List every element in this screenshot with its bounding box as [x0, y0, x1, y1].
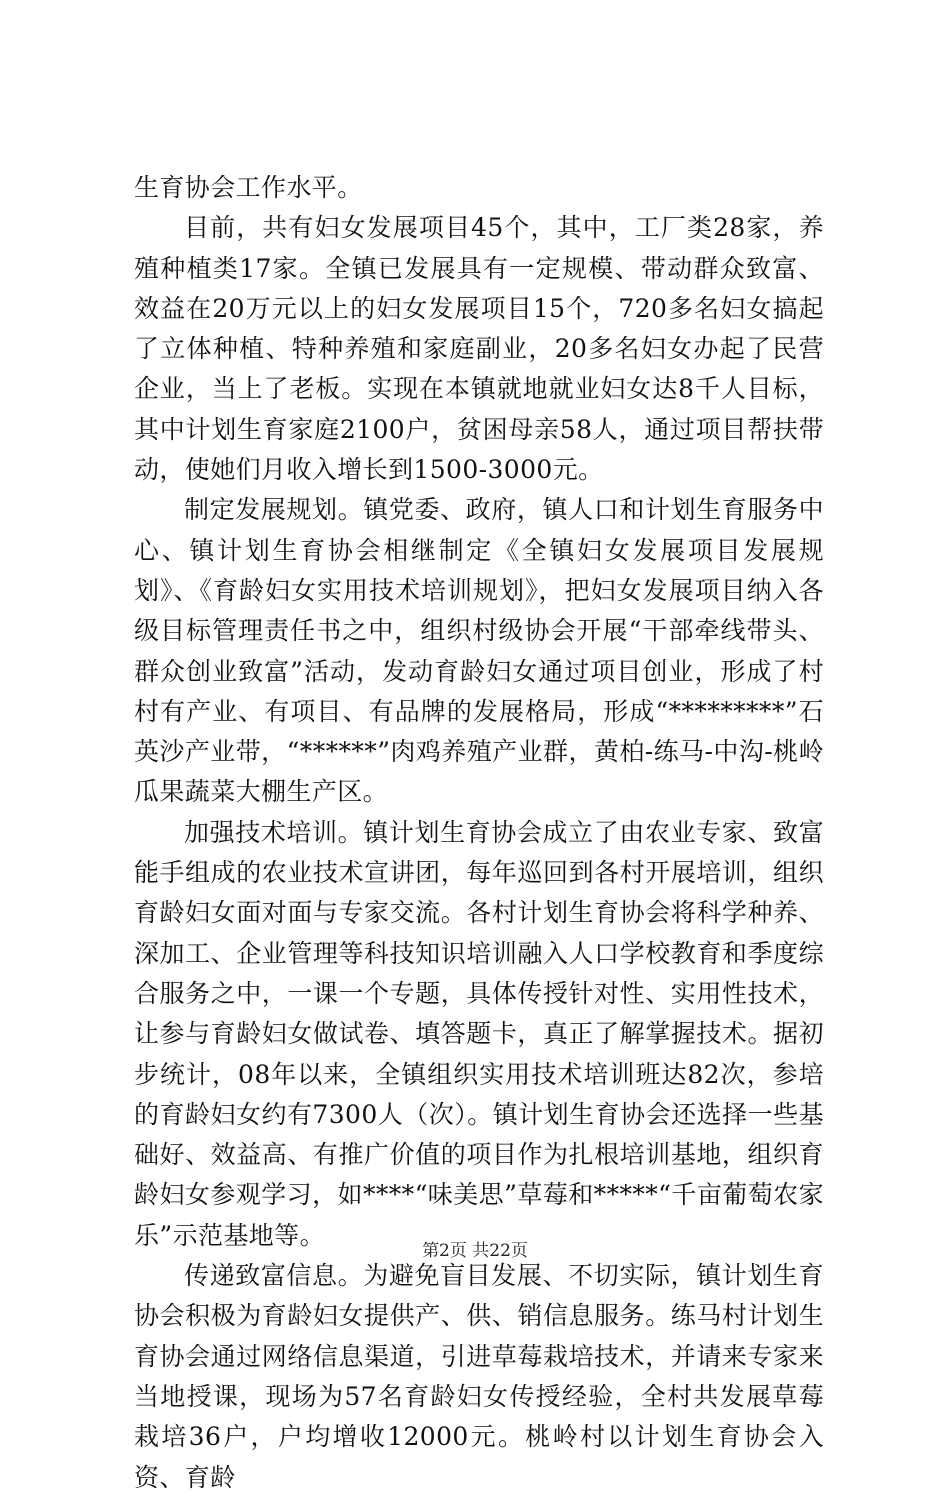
paragraph-project-overview: 目前，共有妇女发展项目45个，其中，工厂类28家，养殖种植类17家。全镇已发展具有一定规模、带动群众致富、效益在20万元以上的妇女发展项目15个，720多名妇女搞起了立体种植、特种养殖和家庭副业，20多名妇女办起了民营企业，当上了老板。实现在本镇就地就业妇女达8千人目标，其中计划生育家庭2100户，贫困母亲58人，通过项目帮扶带动，使她们月收入增长到1500-3000元。: [134, 213, 824, 485]
page-footer: 第2页 共22页: [422, 1241, 528, 1261]
paragraph-wealth-information: 传递致富信息。为避免盲目发展、不切实际，镇计划生育协会积极为育龄妇女提供产、供、销信息服务。练马村计划生育协会通过网络信息渠道，引进草莓栽培技术，并请来专家来当地授课，现场为57名育龄妇女传授经验，全村共发展草莓栽培36户，户均增收12000元。桃岭村以计划生育协会入资、育龄: [134, 1261, 824, 1492]
paragraph-development-plan: 制定发展规划。镇党委、政府，镇人口和计划生育服务中心、镇计划生育协会相继制定《全镇妇女发展项目发展规划》、《育龄妇女实用技术培训规划》，把妇女发展项目纳入各级目标管理责任书之中，组织村级协会开展“干部牵线带头、群众创业致富”活动，发动育龄妇女通过项目创业，形成了村村有产业、有项目、有品牌的发展格局，形成“*********”石英沙产业带，“******”肉鸡养殖产业群，黄柏-练马-中沟-桃岭瓜果蔬菜大棚生产区。: [134, 495, 824, 807]
paragraph-technical-training: 加强技术培训。镇计划生育协会成立了由农业专家、致富能手组成的农业技术宣讲团，每年巡回到各村开展培训，组织育龄妇女面对面与专家交流。各村计划生育协会将科学种养、深加工、企业管理等科技知识培训融入人口学校教育和季度综合服务之中，一课一个专题，具体传授针对性、实用性技术，让参与育龄妇女做试卷、填答题卡，真正了解掌握技术。据初步统计，08年以来，全镇组织实用技术培训班达82次，参培的育龄妇女约有7300人（次）。镇计划生育协会还选择一些基础好、效益高、有推广价值的项目作为扎根培训基地，组织育龄妇女参观学习，如****“味美思”草莓和*****“千亩葡萄农家乐”示范基地等。: [134, 817, 824, 1250]
paragraph-continuation: 生育协会工作水平。: [134, 173, 363, 202]
document-body: [134, 168, 824, 1498]
